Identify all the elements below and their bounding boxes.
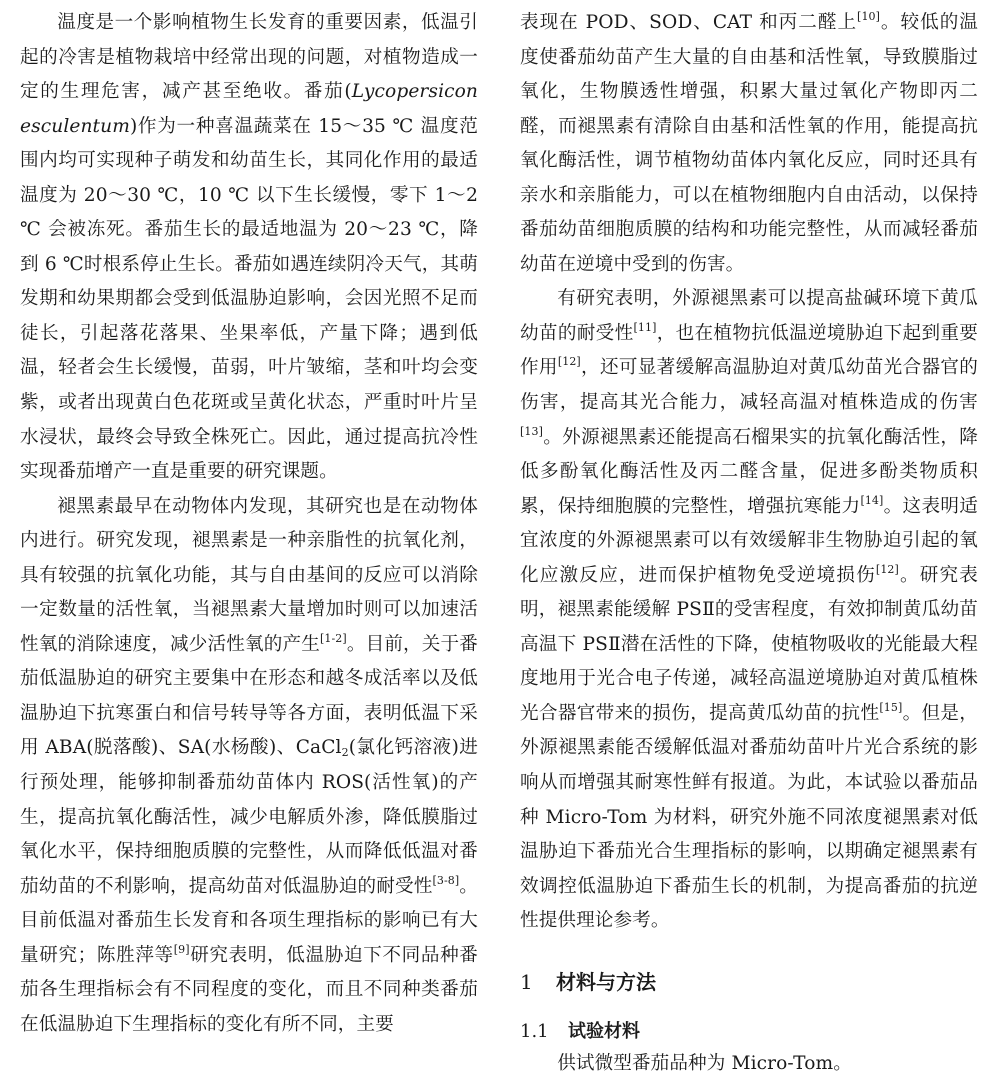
citation-reference: [12] [875, 562, 899, 576]
text-run: 。外源褪黑素还能提高石榴果实的抗氧化酶活性，降低多酚氧化酶活性及丙二醛含量，促进多酚类物质积累，保持细胞膜的完整性，增强抗寒能力 [520, 426, 978, 517]
text-run: 褪黑素最早在动物体内发现，其研究也是在动物体内进行。研究发现，褪黑素是一种亲脂性的抗氧化剂，具有较强的抗氧化功能，其与自由基间的反应可以消除一定数量的活性氧，当褪黑素大量增加时则可以加速活性氧的消除速度，减少活性氧的产生 [20, 495, 478, 655]
text-run: (氯化钙溶液)进行预处理，能够抑制番茄幼苗体内 ROS(活性氧)的产生，提高抗氧化酶活性，减少电解质外渗，降低膜脂过氧化水平，保持细胞质膜的完整性，从而降低低温对番茄幼苗的不利影响，提高幼苗对低温胁迫的耐受性 [20, 737, 478, 897]
section-heading [520, 963, 978, 1001]
species-name: Lycopersicon esculentum [20, 81, 478, 137]
citation-reference: [1-2] [319, 631, 347, 645]
citation-reference: [14] [860, 493, 884, 507]
text-run: 温度是一个影响植物生长发育的重要因素，低温引起的冷害是植物栽培中经常出现的问题，对植物造成一定的生理危害，减产甚至绝收。番茄( [20, 12, 478, 103]
text-run: 。目前，关于番茄低温胁迫的研究主要集中在形态和越冬成活率以及低温胁迫下抗寒蛋白和信号转导等各方面，表明低温下采用 ABA(脱落酸)、SA(水杨酸)、CaCl [20, 633, 478, 759]
subsection-heading [520, 1017, 978, 1047]
text-run: 有研究表明，外源褪黑素可以提高盐碱环境下黄瓜幼苗的耐受性 [520, 288, 978, 344]
body-paragraph [520, 1047, 978, 1082]
text-run: 供试微型番茄品种为 Micro-Tom。 [557, 1052, 852, 1074]
body-paragraph [20, 6, 478, 490]
subscript: 2 [341, 746, 349, 760]
body-paragraph [520, 282, 978, 938]
citation-reference: [13] [520, 424, 543, 438]
text-run: 。但是，外源褪黑素能否缓解低温对番茄幼苗叶片光合系统的影响从而增强其耐寒性鲜有报道。为此，本试验以番茄品种 Micro-Tom 为材料，研究外施不同浓度褪黑素对低温胁迫下番茄光合生理指标的影响，以期确定褪黑素有效调控低温胁迫下番茄生长的机制，为提高番茄的抗逆性提供理论参考。 [520, 702, 978, 932]
citation-reference: [9] [173, 942, 190, 956]
heading-number: 1.1 [520, 1020, 549, 1042]
text-run: 。研究表明，褪黑素能缓解 PSⅡ的受害程度，有效抑制黄瓜幼苗高温下 PSⅡ潜在活性的下降，使植物吸收的光能最大程度地用于光合电子传递，减轻高温逆境胁迫对黄瓜植株光合器官带来的损伤，提高黄瓜幼苗的抗性 [520, 564, 978, 724]
text-run: 。较低的温度使番茄幼苗产生大量的自由基和活性氧，导致膜脂过氧化，生物膜透性增强，积累大量过氧化产物即丙二醛，而褪黑素有清除自由基和活性氧的作用，能提高抗氧化酶活性，调节植物幼苗体内氧化反应，同时还具有亲水和亲脂能力，可以在植物细胞内自由活动，以保持番茄幼苗细胞质膜的结构和功能完整性，从而减轻番茄幼苗在逆境中受到的伤害。 [520, 12, 978, 275]
text-run: 。这表明适宜浓度的外源褪黑素可以有效缓解非生物胁迫引起的氧化应激反应，进而保护植物免受逆境损伤 [520, 495, 978, 586]
heading-text: 材料与方法 [556, 969, 656, 994]
text-run: ，还可显著缓解高温胁迫对黄瓜幼苗光合器官的伤害，提高其光合能力，减轻高温对植株造成的伤害 [520, 357, 978, 414]
heading-number: 1 [520, 969, 533, 994]
body-paragraph [20, 490, 478, 1043]
heading-text: 试验材料 [568, 1020, 640, 1042]
citation-reference: [12] [557, 355, 581, 369]
text-run: 。目前低温对番茄生长发育和各项生理指标的影响已有大量研究；陈胜萍等 [20, 875, 478, 966]
citation-reference: [10] [857, 10, 881, 23]
body-paragraph [520, 6, 978, 282]
text-run: )作为一种喜温蔬菜在 15～35 ℃ 温度范围内均可实现种子萌发和幼苗生长，其同化作用的最适温度为 20～30 ℃，10 ℃ 以下生长缓慢，零下 1～2 ℃ 会被冻死。番茄生长的最适地温为 20～23 ℃，降到 6 ℃时根系停止生长。番茄如遇连续阴冷天气，其萌发期和幼果期都会受到低温胁迫影响，会因光照不足而徒长，引起落花落果、坐果率低，产量下降；遇到低温，轻者会生长缓慢，苗弱，叶片皱缩，茎和叶均会变紫，或者出现黄白色花斑或呈黄化状态，严重时叶片呈水浸状，最终会导致全株死亡。因此，通过提高抗冷性实现番茄增产一直是重要的研究课题。 [20, 115, 478, 483]
left-column [20, 6, 478, 1042]
text-run: ，也在植物抗低温逆境胁迫下起到重要作用 [520, 322, 978, 379]
citation-reference: [15] [879, 700, 903, 714]
right-column [520, 6, 978, 1081]
citation-reference: [3-8] [432, 873, 460, 887]
text-run: 研究表明，低温胁迫下不同品种番茄各生理指标会有不同程度的变化，而且不同种类番茄在低温胁迫下生理指标的变化有所不同，主要 [20, 944, 478, 1035]
text-run: 表现在 POD、SOD、CAT 和丙二醛上 [520, 12, 858, 33]
citation-reference: [11] [633, 320, 657, 334]
